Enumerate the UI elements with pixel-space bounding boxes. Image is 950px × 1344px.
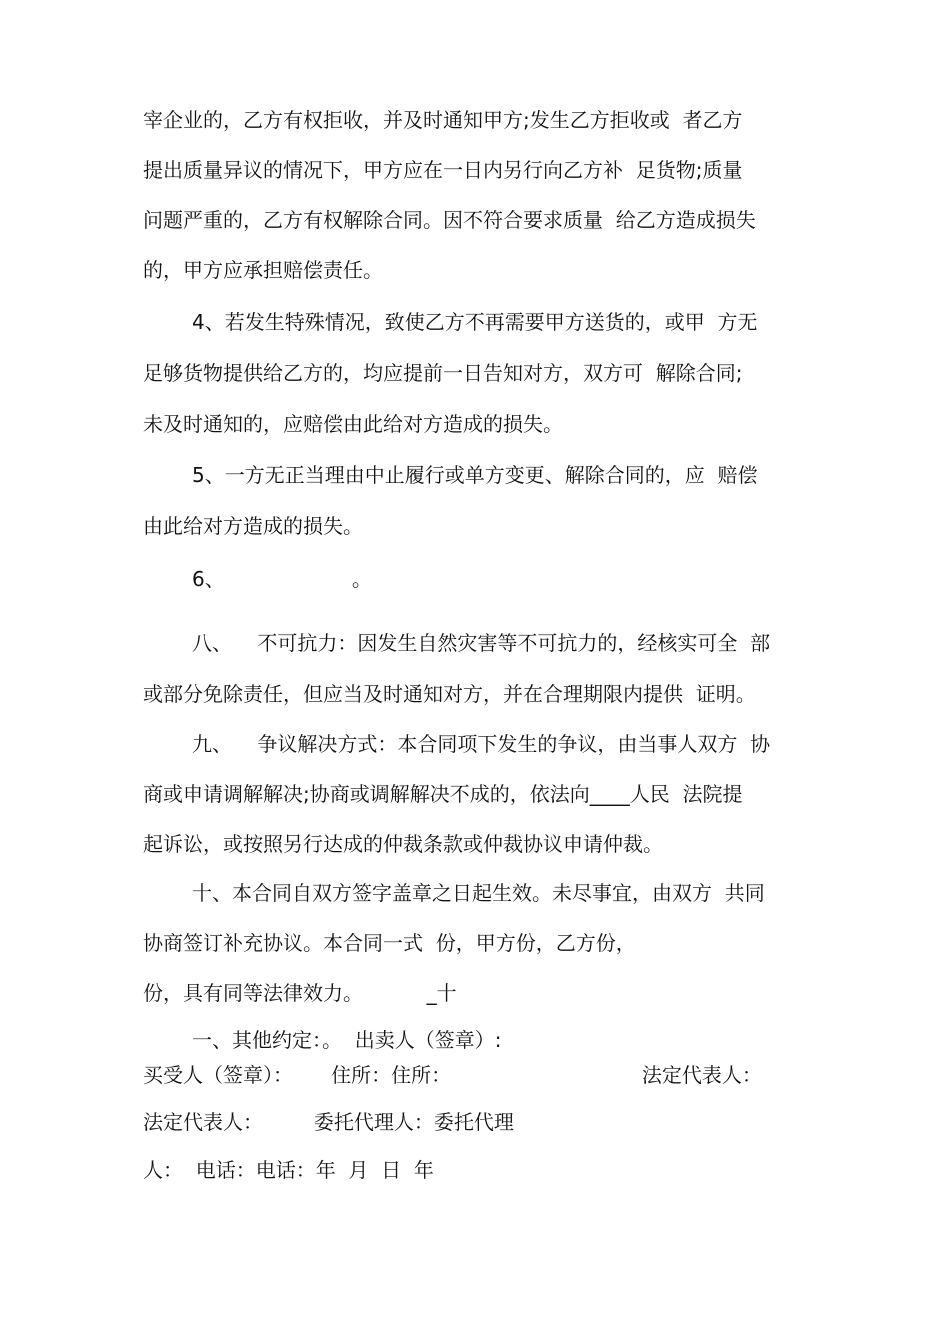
paragraph-line: 的，甲方应承担赔偿责任。 — [143, 258, 383, 282]
section-10-line: 十、本合同自双方签字盖章之日起生效。未尽事宜，由双方 共同 — [192, 881, 765, 905]
clause-6-line: 6、 。 — [192, 567, 372, 591]
paragraph-line: 协商签订补充协议。本合同一式 份，甲方份，乙方份， — [143, 931, 636, 955]
signature-line: 买受人（签章）： 住所：住所： 法定代表人： — [143, 1063, 762, 1087]
clause-4-line: 4、若发生特殊情况，致使乙方不再需要甲方送货的，或甲 方无 — [192, 310, 758, 334]
signature-line: 人： 电话：电话：年 月 日 年 — [143, 1158, 434, 1182]
paragraph-line: 足够货物提供给乙方的，均应提前一日告知对方，双方可 解除合同; — [143, 361, 743, 385]
paragraph-line: 问题严重的，乙方有权解除合同。因不符合要求质量 给乙方造成损失 — [143, 208, 756, 232]
paragraph-line: 提出质量异议的情况下，甲方应在一日内另行向乙方补 足货物;质量 — [143, 158, 743, 182]
paragraph-line: 由此给对方造成的损失。 — [143, 514, 363, 538]
paragraph-line: 商或申请调解解决;协商或调解解决不成的，依法向____人民 法院提 — [143, 782, 743, 806]
section-8-line: 八、 不可抗力：因发生自然灾害等不可抗力的，经核实可全 部 — [192, 631, 771, 655]
paragraph-line: 宰企业的，乙方有权拒收，并及时通知甲方;发生乙方拒收或 者乙方 — [143, 108, 743, 132]
paragraph-line: 份，具有同等法律效力。 _十 — [143, 981, 457, 1005]
signature-line: 法定代表人： 委托代理人：委托代理 — [143, 1110, 514, 1134]
section-11-line: 一、其他约定：。 出卖人（签章）: — [192, 1028, 502, 1052]
section-9-line: 九、 争议解决方式：本合同项下发生的争议，由当事人双方 协 — [192, 732, 771, 756]
paragraph-line: 或部分免除责任，但应当及时通知对方，并在合理期限内提供 证明。 — [143, 682, 756, 706]
clause-5-line: 5、一方无正当理由中止履行或单方变更、解除合同的，应 赔偿 — [192, 463, 758, 487]
paragraph-line: 未及时通知的，应赔偿由此给对方造成的损失。 — [143, 412, 563, 436]
paragraph-line: 起诉讼，或按照另行达成的仲裁条款或仲裁协议申请仲裁。 — [143, 832, 663, 856]
